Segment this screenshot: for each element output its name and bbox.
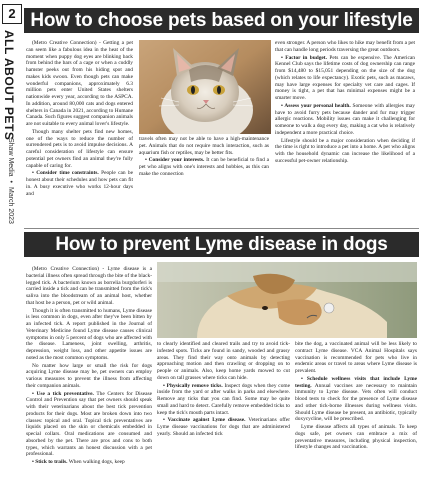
bullet-text: Veterinarians offer Lyme disease vaccinations for dogs that are administered yearly. Should an infected tick — [157, 417, 290, 437]
bullet-heading: • Schedule wellness visits that include Lyme testing. — [295, 375, 417, 389]
article1-column-1 — [26, 40, 133, 225]
page-sidebar — [0, 0, 22, 480]
bullet-text: The Centers for Disease Control and Prevention say that pet owners should speak with their veterinarians about the best tick prevention products for their dogs. Most are broken down into two classes: topical and oral. Topical tick preventatives are liquids placed on the skin or chemicals embedded in special collars. Oral medications are consumed and absorbed by the pet. There are pros and cons to both types, which warrants an honest discussion with a pet professional. — [26, 390, 152, 458]
section-title: ALL ABOUT PETS — [2, 30, 16, 141]
article2-paragraph: No matter how large or small the risk for dogs acquiring Lyme disease may be, pet owners can employ various measures to prevent the illness from affecting their companion animals. — [26, 362, 152, 389]
page-number: 2 — [2, 4, 22, 24]
cat-photo — [139, 40, 271, 134]
bullet-text: Someone with allergies may have to avoid furry pets because dander and fur may trigger allergic reactions. Mobility issues can make it challenging for someone to walk a dog every day, making a cat who is relatively independent a more practical choice. — [275, 102, 415, 136]
bullet-heading: • Consider your interests. — [145, 157, 205, 164]
article1-paragraph: (Metro Creative Connection) - Getting a pet can seem like a fabulous idea in the heat of the moment when puppy dog eyes are blinking back from behind the bars of a cage or when a cuddly hamster peeks out from his hiding spot and makes kids swoon. Even though pets can make wonderful companions, approximately 6.3 million pets enter United States shelters nationwide every year, according to the ASPCA. In addition, around 80,000 cats and dogs entered shelters in Canada in 2021, according to Humane Canada. Such figures suggest companion animals are not suitable to every animal lover's lifestyle. — [26, 40, 133, 127]
bullet-heading: • Physically remove ticks. — [163, 382, 223, 389]
bullet-heading: • Assess your personal health. — [281, 102, 351, 109]
article2-paragraph: Lyme disease affects all types of animals. To keep dogs safe, pet owners can embrace a mix of preventative measures, including physical inspection, lifestyle changes and vaccination. — [295, 424, 417, 451]
dog-photo — [157, 262, 417, 338]
article1-paragraph: Lifestyle should be a major consideration when deciding if the time is right to introduce a pet into a home. A pet who aligns with the household dynamic can increase the likelihood of a successful pet-owner relationship. — [275, 137, 415, 164]
article2-paragraph: (Metro Creative Connection) - Lyme disease is a bacterial illness often spread through the bite of the black-legged tick. A bacterium known as borrelia burgdorferi is carried inside a tick and can be transmitted from the tick's saliva into the bloodstream of an animal host, whether that host be a person, pet or wild animal. — [26, 266, 152, 306]
article1-column-2 — [139, 136, 269, 226]
bullet-text: Pets can be expensive. The American Kennel Club says the lifetime costs of dog ownership can range from $14,480 to $15,051 depending on the size of the dog (which relates to life expectancy). Exotic pets, such as macaws, may have large expenses for specialty vet care and cages. If money is tight, a pet that has minimal expenses might be a smarter move. — [275, 54, 415, 101]
bullet-heading: • Factor in budget. — [281, 54, 327, 61]
publication-info: Shaw Media•March 2023 — [7, 138, 14, 224]
article2-paragraph: to clearly identified and cleared trails and try to avoid tick-infested spots. Ticks are found in sandy, wooded and grassy areas. They find their way onto animals by detecting approaching motion and then crawling or dropping on to people or animals. Also, keep home yards mowed to cut down on tall grasses where ticks can hide. — [157, 341, 290, 381]
bullet-heading: • Consider time constraints. — [32, 170, 99, 177]
bullet-heading: • Vaccinate against Lyme disease. — [163, 417, 246, 424]
article2-column-3 — [295, 341, 417, 478]
bullet-text: When walking dogs, keep — [68, 459, 125, 465]
bullet-text: People can be honest about their schedules and how pets can fit in. A busy executive who works 12-hour days and — [26, 170, 133, 197]
issue-date: March 2023 — [7, 186, 14, 224]
bullet-heading: • Stick to trails. — [32, 459, 68, 465]
publication-name: Shaw Media — [7, 138, 14, 177]
article2-paragraph: bite the dog, a vaccinated animal will be less likely to contract Lyme disease. VCA Animal Hospitals says vaccination is recommended for pets who live in endemic areas or travel to areas where Lyme disease is prevalent. — [295, 341, 417, 374]
bullet-text: Annual vaccines are necessary to maintain immunity to Lyme disease. Vets often will conduct blood tests to check for the presence of Lyme disease and other tick-borne illnesses during wellness visits. Should Lyme disease be present, an antibiotic, typically doxycycline, will be prescribed. — [295, 382, 417, 423]
bullet-heading: • Use a tick preventative. — [32, 390, 94, 397]
article2-column-1 — [26, 266, 152, 478]
article1-paragraph: Though many shelter pets find new homes, one of the ways to reduce the number of surrendered pets is to avoid impulse decisions. A careful consideration of lifestyle can ensure potential pet owners find an animal they're fully capable of caring for. — [26, 128, 133, 169]
article2-paragraph: Though it is often transmitted to humans, Lyme disease is less common in dogs, even after they've been bitten by an infected tick. A report published in the Journal of Veterinary Medicine found Lyme disease causes clinical symptoms in only 5 percent of dogs who are affected with the disease. Lameness, joint swelling, arthritis, depression, weight loss, and other appetite issues are noted as the most common symptoms. — [26, 307, 152, 361]
article1-paragraph: travels often may not be able to have a high-maintenance pet. Animals that do not require much interaction, such as aquarium fish or reptiles, may be better fits. — [139, 136, 269, 156]
article2-column-2 — [157, 341, 290, 478]
article-divider — [24, 228, 419, 229]
article1-column-3 — [275, 40, 415, 225]
article2-headline: How to prevent Lyme disease in dogs — [24, 232, 419, 257]
article1-headline: How to choose pets based on your lifestyle — [24, 8, 419, 33]
bullet-text: Inspect dogs when they come inside from the yard or after walks in parks and elsewhere. Remove any ticks that you can find. Some may be quite small and hard to detect. Carefully remove embedded ticks to keep the tick's mouth parts intact. — [157, 382, 290, 416]
article1-paragraph: even stronger. A person who likes to hike may benefit from a pet that can handle long periods traversing the great outdoors. — [275, 40, 415, 53]
bullet-text: It can be beneficial to find a pet who aligns with one's interests and hobbies, as this can make the connection — [139, 157, 269, 177]
